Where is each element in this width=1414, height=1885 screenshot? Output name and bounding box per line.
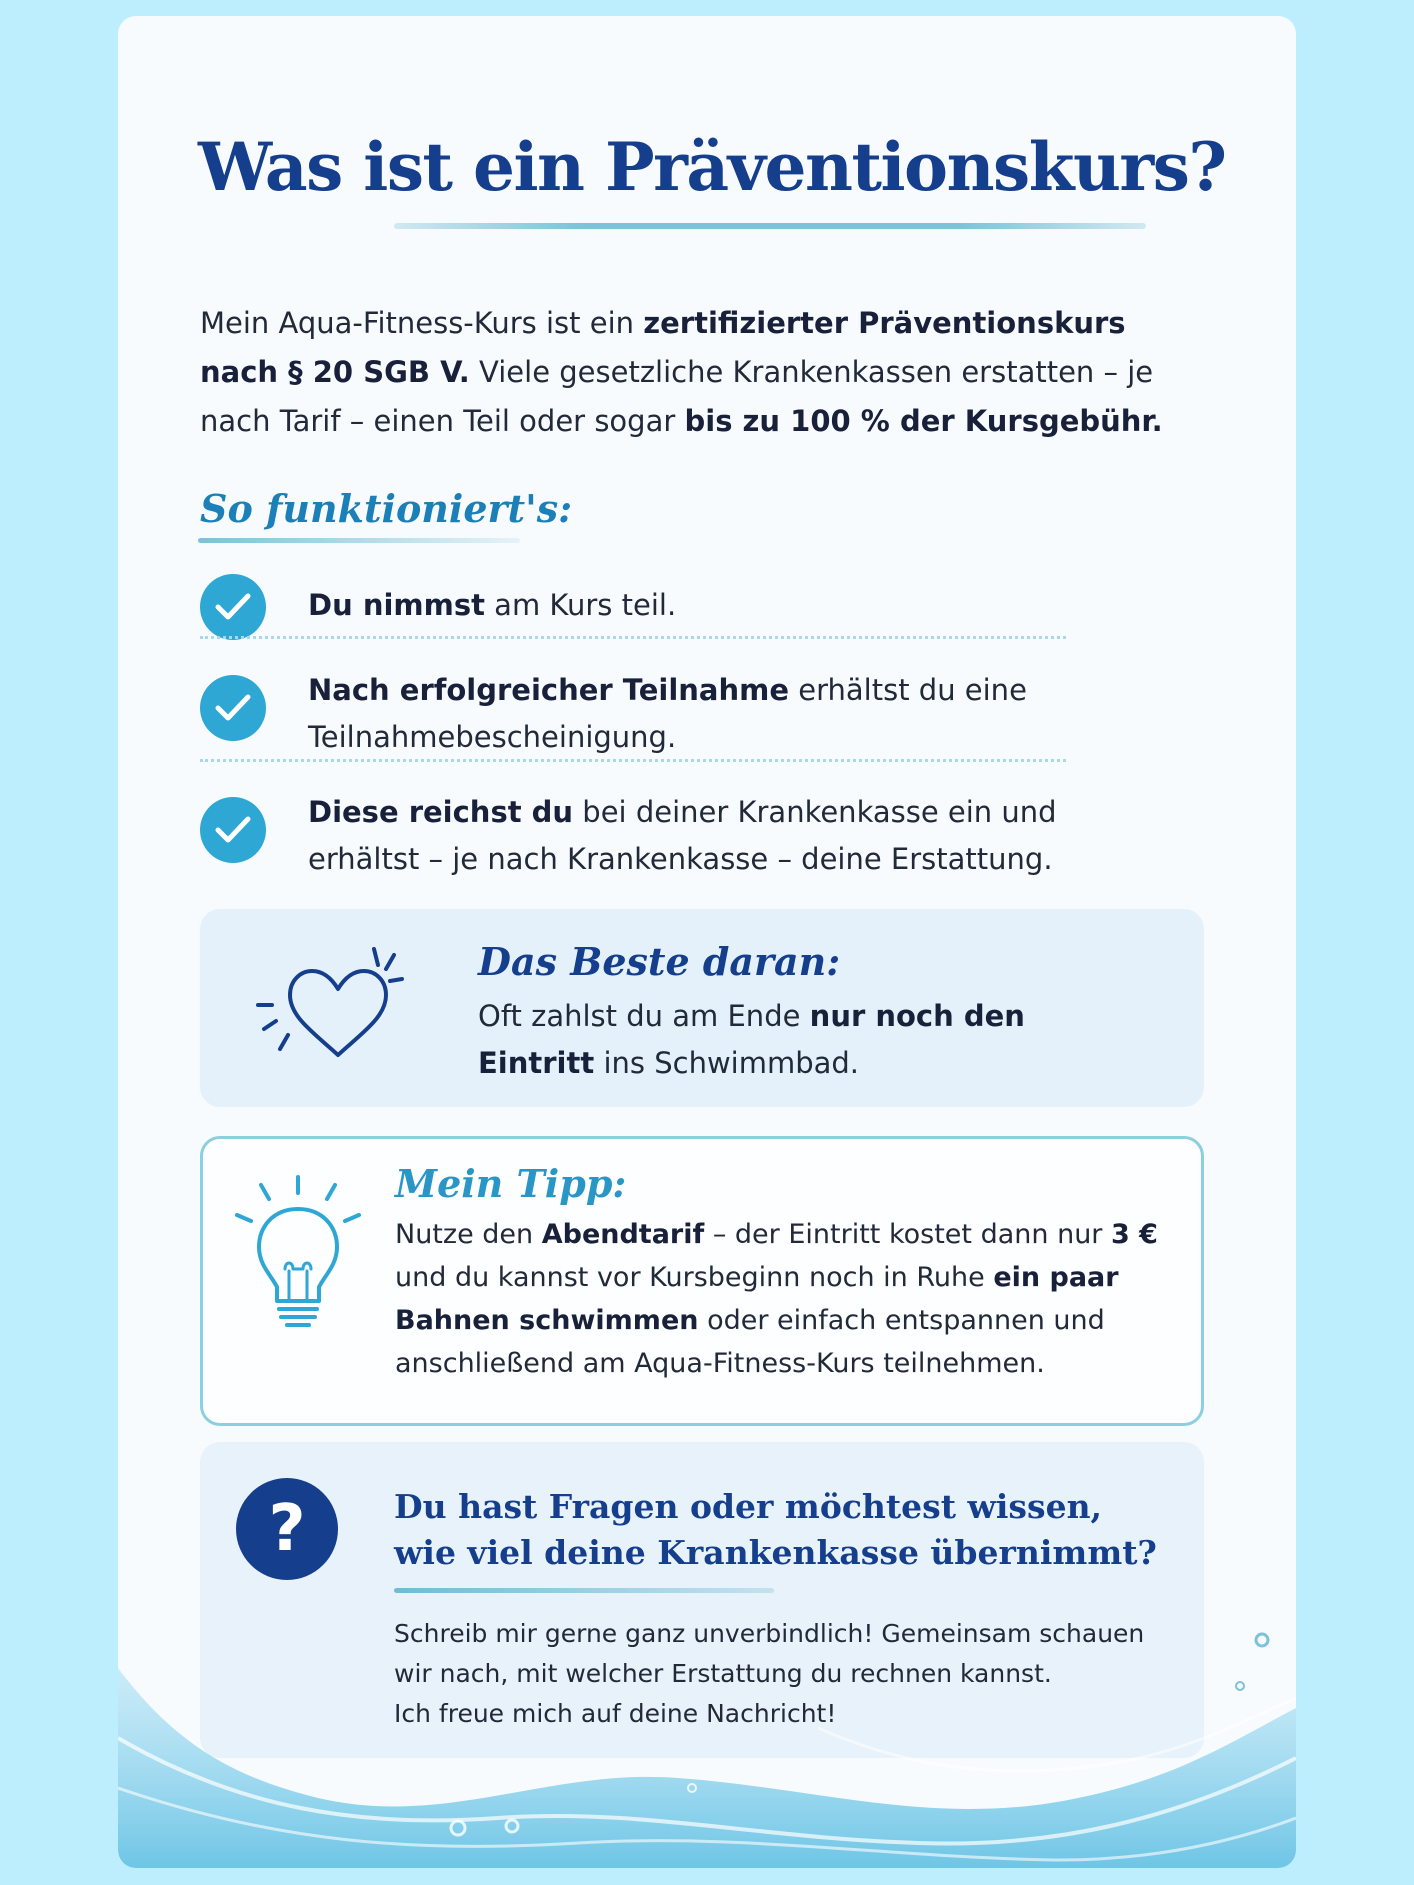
best-part-text (478, 993, 1118, 1087)
questions-text-line-3: Ich freue mich auf deine Nachricht! (394, 1699, 837, 1728)
intro-paragraph (200, 299, 1210, 446)
step-2-text (308, 667, 1028, 761)
step-2-bold: Nach erfolgreicher Teilnahme (308, 673, 790, 707)
info-card (118, 16, 1296, 1868)
questions-text-line-1: Schreib mir gerne ganz unverbindlich! Gemeinsam schauen (394, 1619, 1145, 1648)
step-3-text (308, 789, 1068, 883)
how-it-works-heading: So funktioniert's: (200, 486, 573, 531)
questions-heading-line-2: wie viel deine Krankenkasse übernimmt? (394, 1533, 1157, 1572)
intro-text-1: Mein Aqua-Fitness-Kurs ist ein (200, 306, 644, 340)
questions-heading (394, 1484, 1157, 1576)
step-2-rest: erhältst du eine Teilnahmebescheinigung. (308, 673, 1027, 754)
best-part-heading: Das Beste daran: (478, 939, 841, 984)
tip-text (395, 1213, 1185, 1385)
questions-text-line-2: wir nach, mit welcher Erstattung du rechnen kannst. (394, 1659, 1052, 1688)
page-title: Was ist ein Präventionskurs? (198, 128, 1226, 206)
title-underline (394, 223, 1146, 229)
how-it-works-underline (198, 538, 520, 543)
intro-bold-1: zertifizierter Präventionskurs nach § 20 SGB V. (200, 306, 1126, 389)
step-1-bold: Du nimmst (308, 588, 485, 622)
tip-text-3: und du kannst vor Kursbeginn noch in Ruhe (395, 1262, 994, 1293)
tip-box (200, 1136, 1204, 1426)
questions-underline (394, 1588, 774, 1593)
tip-bold-1: Abendtarif (541, 1219, 705, 1250)
step-1-rest: am Kurs teil. (484, 588, 677, 622)
lightbulb-icon (233, 1173, 363, 1343)
tip-bold-2: 3 € (1111, 1219, 1158, 1250)
intro-text-2: Viele gesetzliche Krankenkassen erstatten – je nach Tarif – einen Teil oder sogar (200, 355, 1154, 438)
check-icon (200, 675, 266, 741)
tip-heading: Mein Tipp: (395, 1161, 627, 1206)
tip-text-1: Nutze den (395, 1219, 542, 1250)
step-1-text (308, 582, 676, 629)
step-3-bold: Diese reichst du (308, 795, 574, 829)
tip-text-2: – der Eintritt kostet dann nur (704, 1219, 1111, 1250)
tip-text-4: oder einfach entspannen und anschließend am Aqua-Fitness-Kurs teilnehmen. (395, 1305, 1105, 1379)
intro-bold-2: bis zu 100 % der Kursgebühr. (684, 404, 1163, 438)
tip-bold-3: ein paar Bahnen schwimmen (395, 1262, 1119, 1336)
best-bold-1: nur noch den Eintritt (478, 999, 1025, 1080)
water-wave-decoration (118, 1628, 1296, 1868)
questions-heading-line-1: Du hast Fragen oder möchtest wissen, (394, 1487, 1103, 1526)
question-icon: ? (236, 1478, 338, 1580)
step-3-rest: bei deiner Krankenkasse ein und erhältst – je nach Krankenkasse – deine Erstattung. (308, 795, 1057, 876)
check-icon (200, 797, 266, 863)
check-icon (200, 574, 266, 640)
best-text-1: Oft zahlst du am Ende (478, 999, 810, 1033)
heart-icon (252, 937, 412, 1067)
step-divider-1 (200, 636, 1066, 639)
best-part-box (200, 909, 1204, 1107)
best-text-2: ins Schwimmbad. (594, 1046, 860, 1080)
step-divider-2 (200, 759, 1066, 762)
